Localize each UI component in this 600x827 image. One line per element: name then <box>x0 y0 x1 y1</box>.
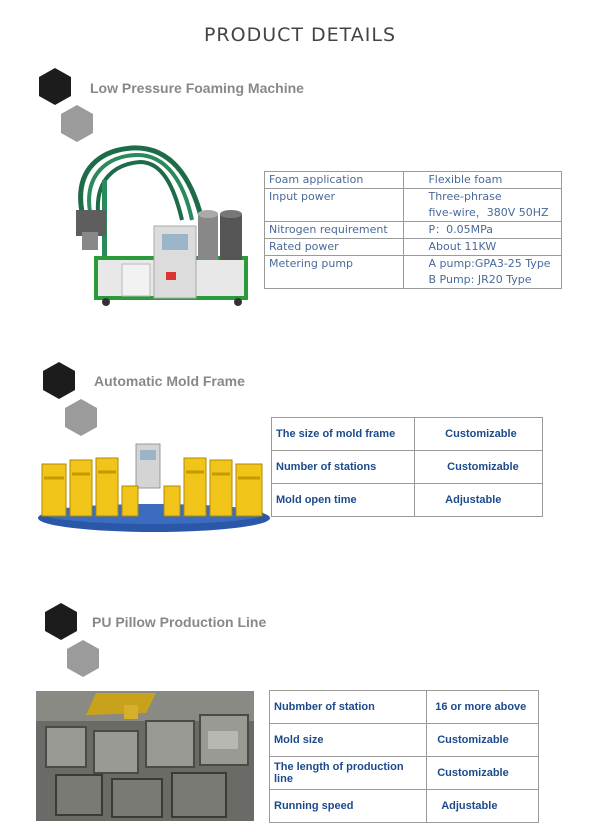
table-row <box>265 222 562 239</box>
section-heading-mold-frame: Automatic Mold Frame <box>94 373 245 389</box>
table-row <box>270 691 539 724</box>
spec-value: A pump:GPA3-25 Type B Pump: JR20 Type <box>404 256 562 289</box>
spec-label: Nitrogen requirement <box>265 222 404 239</box>
spec-label: The length of production line <box>270 757 427 790</box>
spec-label: The size of mold frame <box>272 418 415 451</box>
spec-label: Number of stations <box>272 451 415 484</box>
foaming-machine-image <box>62 140 248 306</box>
mold-frame-image <box>36 438 270 538</box>
spec-value: Customizable <box>415 418 543 451</box>
spec-value: Flexible foam <box>404 172 562 189</box>
spec-label: Foam application <box>265 172 404 189</box>
pillow-production-line-image <box>36 691 254 821</box>
section-heading-pillow-line: PU Pillow Production Line <box>92 614 267 630</box>
spec-value: Adjustable <box>427 790 539 823</box>
table-row <box>272 484 543 517</box>
spec-table-pillow-line <box>269 690 539 823</box>
spec-value: Customizable <box>415 451 543 484</box>
table-row <box>265 172 562 189</box>
table-row <box>265 256 562 289</box>
spec-table-foaming-machine <box>264 171 562 289</box>
table-row <box>272 451 543 484</box>
page-title: PRODUCT DETAILS <box>203 24 397 46</box>
spec-label: Mold size <box>270 724 427 757</box>
hexagon-icon <box>40 362 102 442</box>
hexagon-icon <box>36 68 98 148</box>
table-row <box>272 418 543 451</box>
spec-value: 16 or more above <box>427 691 539 724</box>
spec-label: Input power <box>265 189 404 222</box>
spec-label: Rated power <box>265 239 404 256</box>
spec-label: Nubmber of station <box>270 691 427 724</box>
table-row <box>270 757 539 790</box>
spec-value: Adjustable <box>415 484 543 517</box>
spec-label: Mold open time <box>272 484 415 517</box>
table-row <box>265 189 562 222</box>
spec-label: Metering pump <box>265 256 404 289</box>
table-row <box>270 724 539 757</box>
spec-value: Customizable <box>427 757 539 790</box>
spec-value: P：0.05MPa <box>404 222 562 239</box>
spec-label: Running speed <box>270 790 427 823</box>
table-row <box>265 239 562 256</box>
spec-table-mold-frame <box>271 417 543 517</box>
table-row <box>270 790 539 823</box>
spec-value: About 11KW <box>404 239 562 256</box>
spec-value: Three-phrase five-wire，380V 50HZ <box>404 189 562 222</box>
section-heading-foaming-machine: Low Pressure Foaming Machine <box>90 80 304 96</box>
spec-value: Customizable <box>427 724 539 757</box>
